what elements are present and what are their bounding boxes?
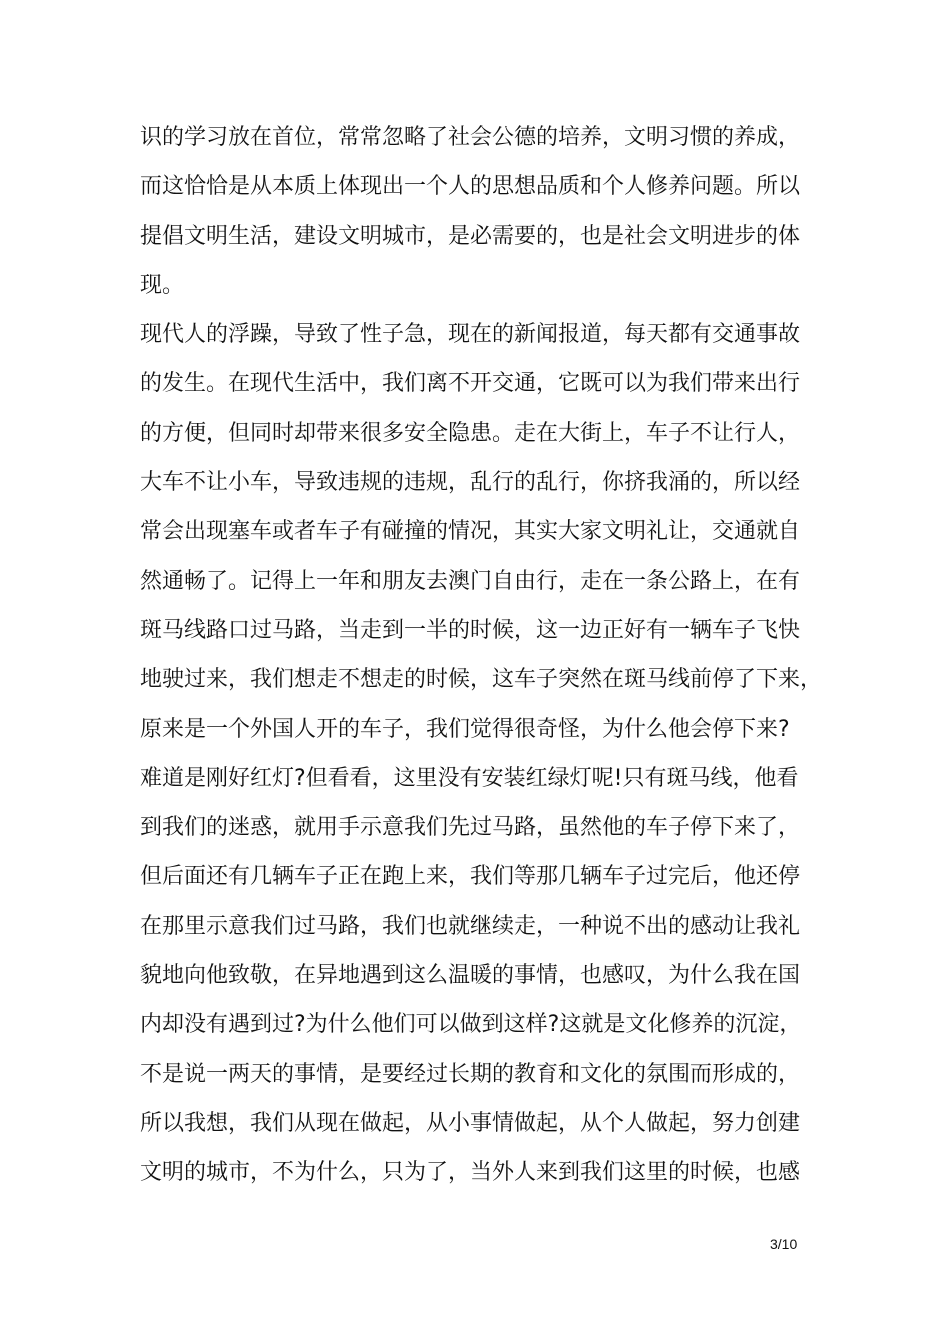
text-line: 识的学习放在首位，常常忽略了社会公德的培养，文明习惯的养成， xyxy=(140,125,801,150)
body-text xyxy=(140,113,830,1198)
text-line: 然通畅了。记得上一年和朋友去澳门自由行，走在一条公路上，在有 xyxy=(140,568,801,594)
text-line: 但后面还有几辆车子正在跑上来，我们等那几辆车子过完后，他还停 xyxy=(140,864,801,890)
text-line: 文明的城市，不为什么，只为了，当外人来到我们这里的时候，也感 xyxy=(140,1160,801,1186)
text-line: 现代人的浮躁，导致了性子急，现在的新闻报道，每天都有交通事故 xyxy=(140,322,801,348)
text-line: 大车不让小车，导致违规的违规，乱行的乱行，你挤我涌的，所以经 xyxy=(140,470,801,496)
page-number: 3/10 xyxy=(770,1236,798,1252)
text-line: 的方便，但同时却带来很多安全隐患。走在大街上，车子不让行人， xyxy=(140,420,801,446)
text-line: 难道是刚好红灯?但看看，这里没有安装红绿灯呢!只有斑马线，他看 xyxy=(140,765,799,791)
text-line: 现。 xyxy=(140,272,185,298)
text-line: 斑马线路口过马路，当走到一半的时候，这一边正好有一辆车子飞快 xyxy=(140,617,801,643)
text-line: 在那里示意我们过马路，我们也就继续走，一种说不出的感动让我礼 xyxy=(140,913,801,939)
text-line: 不是说一两天的事情，是要经过长期的教育和文化的氛围而形成的， xyxy=(140,1061,801,1087)
text-line: 原来是一个外国人开的车子，我们觉得很奇怪，为什么他会停下来? xyxy=(140,716,790,742)
text-line: 貌地向他致敬，在异地遇到这么温暖的事情，也感叹，为什么我在国 xyxy=(140,963,801,989)
text-line: 的发生。在现代生活中，我们离不开交通，它既可以为我们带来出行 xyxy=(140,371,801,397)
text-line: 提倡文明生活，建设文明城市，是必需要的，也是社会文明进步的体 xyxy=(140,223,801,249)
text-line: 地驶过来，我们想走不想走的时候，这车子突然在斑马线前停了下来， xyxy=(140,667,823,693)
text-line: 所以我想，我们从现在做起，从小事情做起，从个人做起，努力创建 xyxy=(140,1110,801,1136)
text-line: 内却没有遇到过?为什么他们可以做到这样?这就是文化修养的沉淀， xyxy=(140,1012,802,1038)
text-line: 到我们的迷惑，就用手示意我们先过马路，虽然他的车子停下来了， xyxy=(140,815,801,841)
text-line: 常会出现塞车或者车子有碰撞的情况，其实大家文明礼让，交通就自 xyxy=(140,519,801,545)
text-line: 而这恰恰是从本质上体现出一个人的思想品质和个人修养问题。所以 xyxy=(140,174,801,200)
